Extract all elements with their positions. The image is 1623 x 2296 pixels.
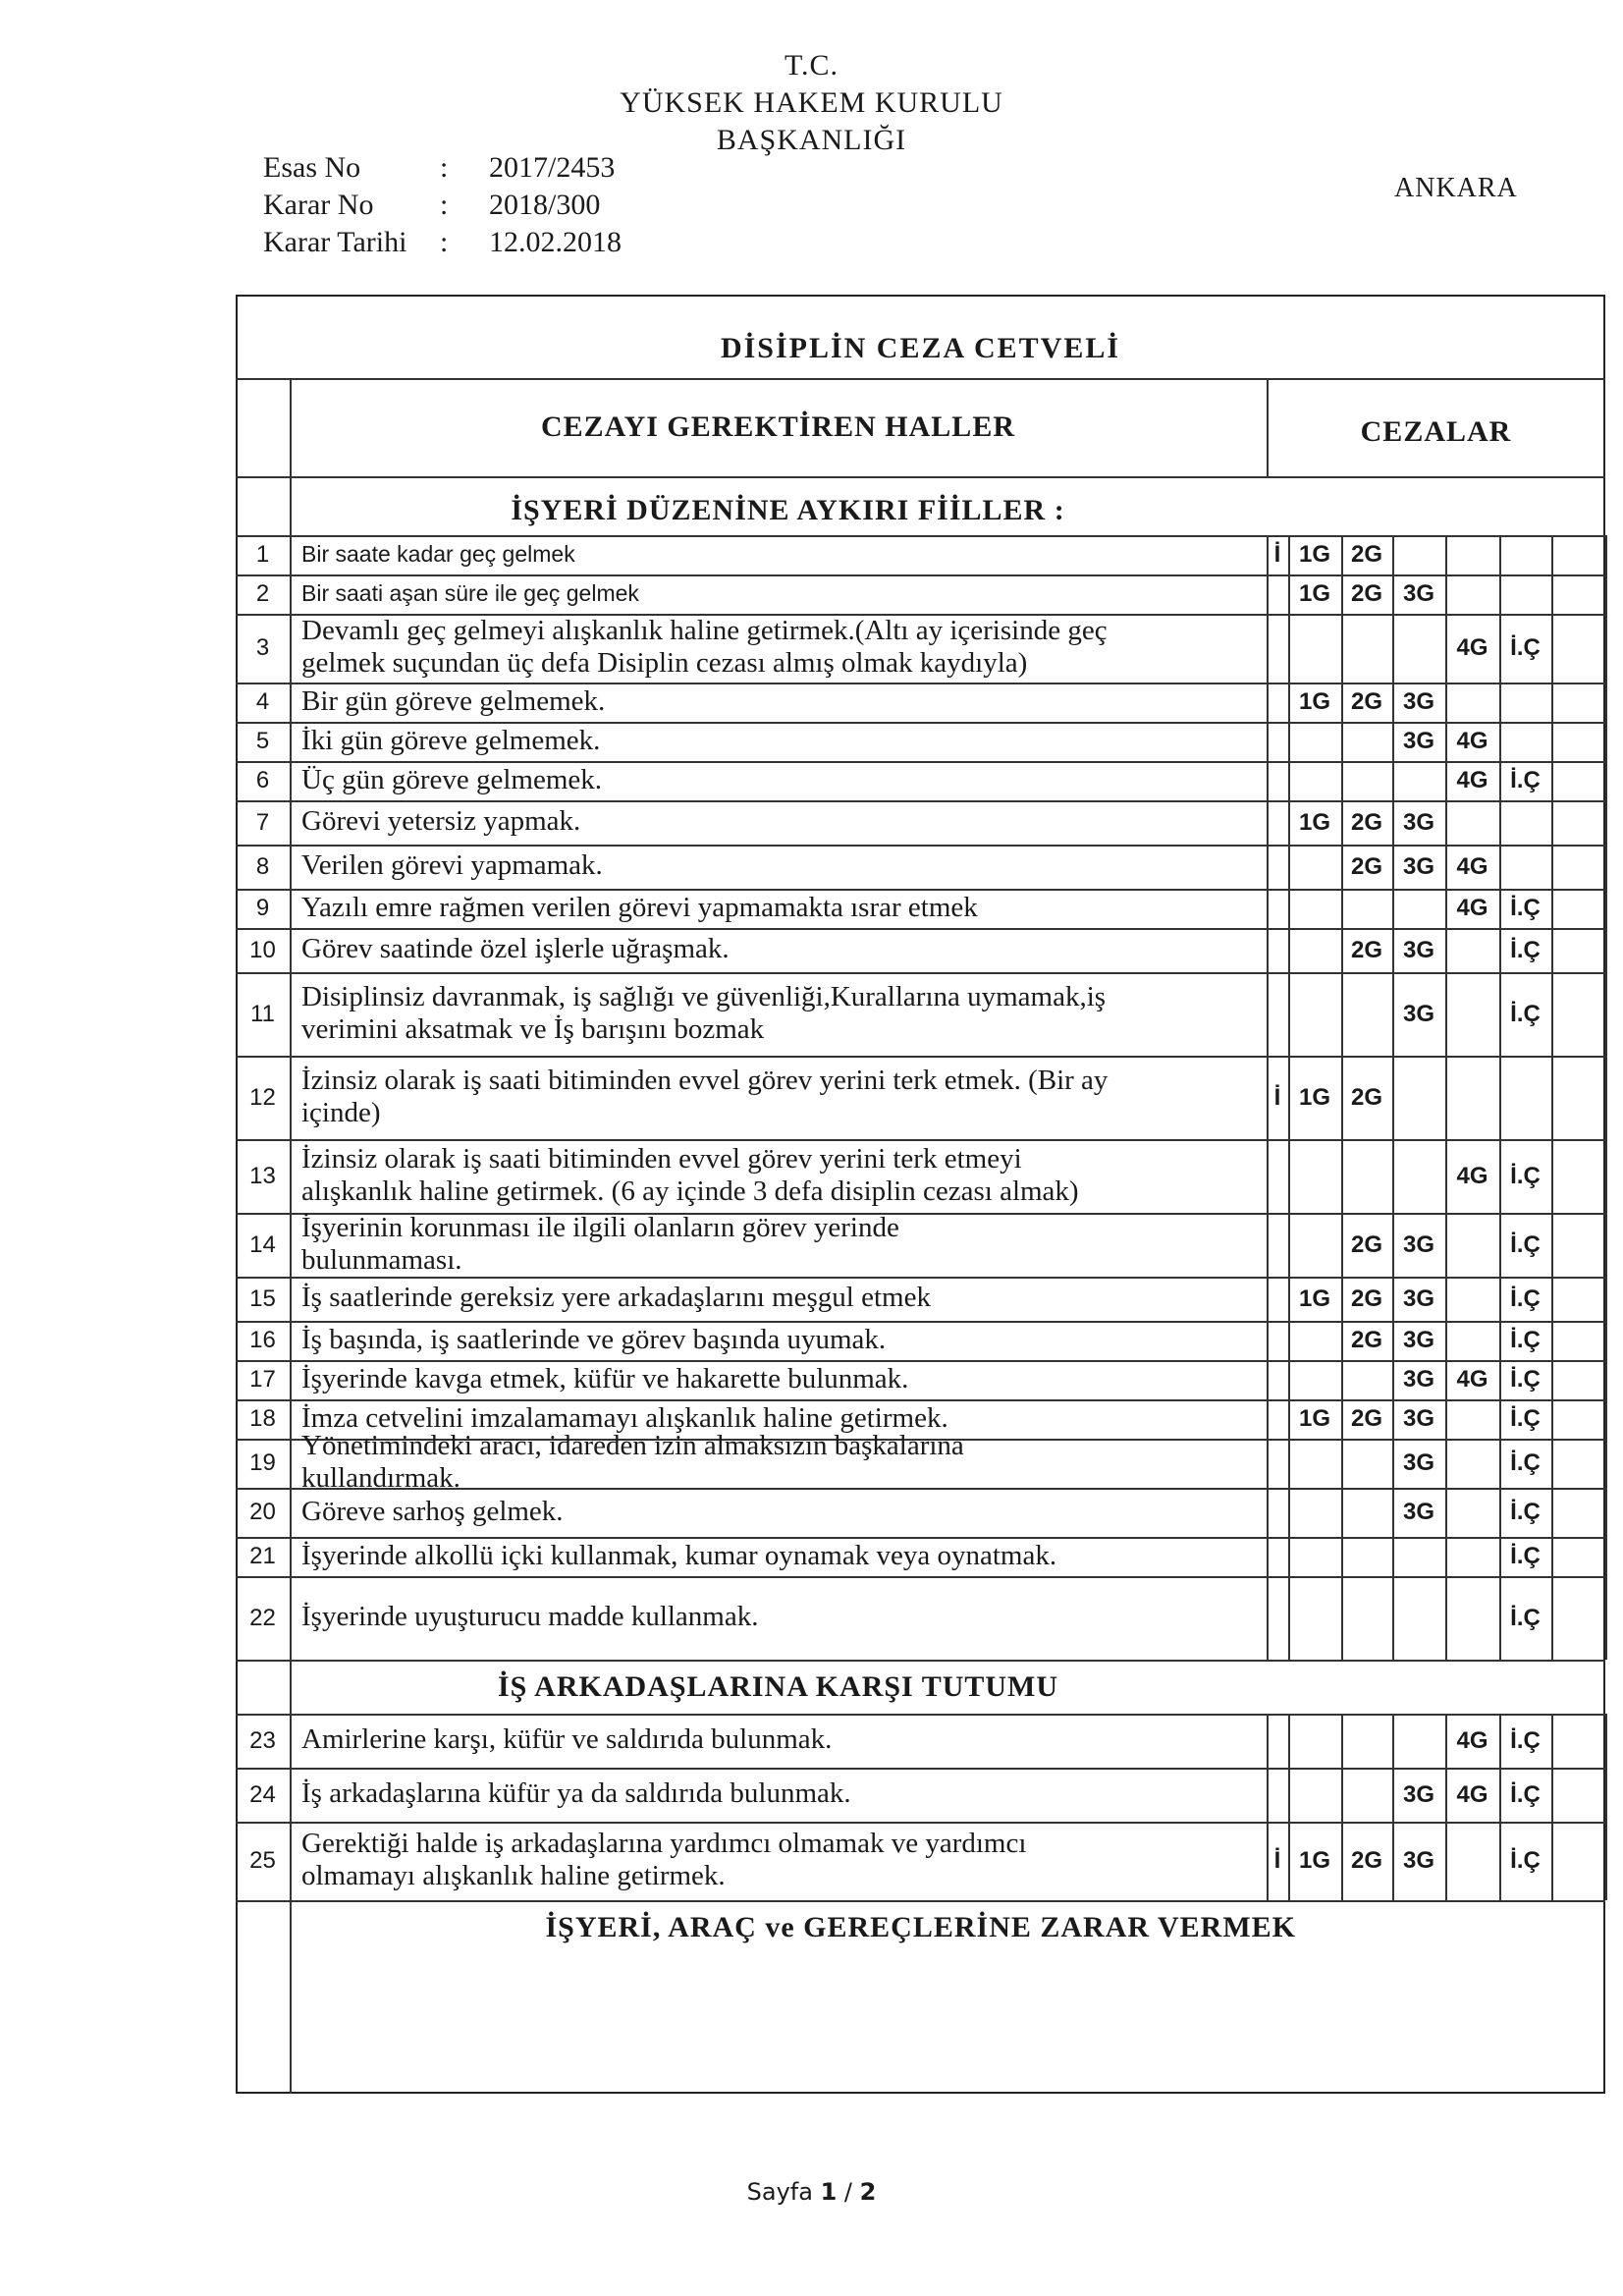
penalty-cell: 2G	[1350, 1847, 1382, 1874]
table-rule	[1551, 1768, 1553, 1822]
penalty-cell: İ.Ç	[1510, 1001, 1541, 1027]
table-rule	[1605, 722, 1607, 761]
table-rule	[1551, 1056, 1553, 1139]
page-total: 2	[859, 2178, 877, 2206]
row-number: 21	[249, 1543, 276, 1569]
row-number: 9	[255, 895, 270, 921]
table-rule	[1288, 1768, 1290, 1822]
row-description-line: Bir saate kadar geç gelmek	[301, 540, 575, 567]
table-rule	[1288, 1488, 1290, 1537]
penalty-cell: İ.Ç	[1510, 1543, 1541, 1569]
penalty-cell: 3G	[1402, 580, 1434, 607]
row-description-line: Amirlerine karşı, küfür ve saldırıda bulunmak.	[301, 1723, 833, 1755]
penalty-cell: 3G	[1402, 1847, 1434, 1874]
penalty-cell: 4G	[1456, 728, 1488, 754]
table-rule	[1445, 1537, 1447, 1576]
table-rule	[1605, 683, 1607, 722]
table-rule	[1605, 889, 1607, 928]
meta-karar-tarihi: Karar Tarihi : 12.02.2018	[263, 226, 622, 258]
table-rule	[236, 1576, 1605, 1578]
table-rule	[1605, 761, 1607, 800]
page-label: Sayfa	[746, 2178, 813, 2206]
penalty-cell: 1G	[1298, 580, 1330, 607]
table-rule	[1445, 800, 1447, 845]
row-number: 1	[255, 541, 270, 568]
row-number: 13	[249, 1163, 276, 1189]
penalty-cell: İ.Ç	[1510, 1605, 1541, 1631]
row-number: 15	[249, 1285, 276, 1312]
row-number: 22	[249, 1605, 276, 1631]
penalty-cell: İ.Ç	[1510, 1327, 1541, 1353]
penalty-cell: 2G	[1350, 937, 1382, 963]
penalty-cell: 2G	[1350, 541, 1382, 568]
table-rule	[1551, 1139, 1553, 1213]
row-description-line: Gerektiği halde iş arkadaşlarına yardımcı olmamak ve yardımcı	[301, 1828, 1027, 1859]
table-rule	[1551, 614, 1553, 683]
table-rule	[1392, 1139, 1394, 1213]
table-rule	[1605, 1822, 1607, 1900]
table-rule	[236, 1660, 1605, 1662]
table-rule	[1551, 800, 1553, 845]
table-rule	[1551, 1439, 1553, 1488]
table-rule	[1605, 845, 1607, 889]
table-rule	[1267, 1576, 1269, 1660]
table-rule	[1551, 683, 1553, 722]
table-rule	[236, 1056, 1605, 1058]
row-description-line: verimini aksatmak ve İş barışını bozmak	[301, 1012, 765, 1045]
table-rule	[1551, 761, 1553, 800]
row-description-line: Görevi yetersiz yapmak.	[301, 805, 581, 837]
table-rule	[236, 476, 1605, 478]
table-rule	[1267, 1537, 1269, 1576]
penalty-cell: 3G	[1402, 1449, 1434, 1476]
table-rule	[1605, 1439, 1607, 1488]
row-description-line: İşyerinde alkollü içki kullanmak, kumar oynamak veya oynatmak.	[301, 1539, 1057, 1571]
table-rule	[236, 1139, 1605, 1141]
row-description-line: olmamayı alışkanlık haline getirmek.	[301, 1860, 726, 1891]
table-rule	[1392, 1537, 1394, 1576]
table-rule	[1499, 722, 1501, 761]
table-rule	[1551, 1277, 1553, 1321]
table-rule	[1445, 574, 1447, 614]
penalty-cell: İ	[1273, 541, 1281, 568]
row-number: 19	[249, 1449, 276, 1476]
table-rule	[1267, 889, 1269, 928]
table-rule	[1267, 1139, 1269, 1213]
penalty-cell: 3G	[1402, 937, 1434, 963]
column-header-cases: CEZAYI GEREKTİREN HALLER	[540, 410, 1015, 443]
table-rule	[1267, 1399, 1269, 1439]
penalty-cell: 3G	[1402, 1499, 1434, 1525]
table-rule	[1499, 1056, 1501, 1139]
table-rule	[1605, 1768, 1607, 1822]
table-rule	[1605, 614, 1607, 683]
table-rule	[1288, 1714, 1290, 1768]
row-description-line: alışkanlık haline getirmek. (6 ay içinde 3 defa disiplin cezası almak)	[301, 1175, 1079, 1207]
penalty-cell: 1G	[1298, 1847, 1330, 1874]
penalty-cell: İ.Ç	[1510, 1781, 1541, 1808]
penalty-cell: İ.Ç	[1510, 895, 1541, 921]
page-number: 1	[820, 2178, 838, 2206]
table-rule	[1605, 1399, 1607, 1439]
table-rule	[1445, 972, 1447, 1056]
table-rule	[1341, 1576, 1343, 1660]
section-header-colleagues: İŞ ARKADAŞLARINA KARŞI TUTUMU	[497, 1670, 1059, 1703]
penalty-cell: İ.Ç	[1510, 767, 1541, 793]
table-rule	[1551, 928, 1553, 972]
table-rule	[1341, 1537, 1343, 1576]
table-rule	[1445, 1056, 1447, 1139]
table-rule	[1267, 1768, 1269, 1822]
table-rule	[1267, 800, 1269, 845]
table-rule	[1341, 614, 1343, 683]
table-rule	[1341, 889, 1343, 928]
table-rule	[1267, 761, 1269, 800]
table-rule	[1445, 1822, 1447, 1900]
penalty-cell: İ.Ç	[1510, 1163, 1541, 1189]
header-office: BAŞKANLIĞI	[716, 124, 907, 156]
row-number: 5	[255, 728, 270, 754]
table-rule	[236, 378, 1605, 380]
penalty-cell: 4G	[1456, 1727, 1488, 1754]
penalty-cell: 3G	[1402, 728, 1434, 754]
table-rule	[1605, 1488, 1607, 1537]
section-header-workplace-order: İŞYERİ DÜZENİNE AYKIRI FİİLLER :	[511, 494, 1065, 526]
penalty-cell: İ.Ç	[1510, 1405, 1541, 1432]
table-rule	[1288, 889, 1290, 928]
row-number: 3	[255, 634, 270, 661]
row-description-line: Görev saatinde özel işlerle uğraşmak.	[301, 933, 730, 964]
table-rule	[1605, 1277, 1607, 1321]
row-description-line: İş saatlerinde gereksiz yere arkadaşlarını meşgul etmek	[301, 1282, 931, 1313]
penalty-cell: İ.Ç	[1510, 1285, 1541, 1312]
table-rule	[1605, 1537, 1607, 1576]
row-description-line: İki gün göreve gelmemek.	[301, 724, 601, 756]
table-rule	[1445, 1576, 1447, 1660]
row-description-line: Göreve sarhoş gelmek.	[301, 1495, 564, 1527]
row-number: 4	[255, 688, 270, 715]
table-rule	[1445, 1277, 1447, 1321]
table-rule	[1267, 683, 1269, 722]
table-rule	[1392, 889, 1394, 928]
row-description-line: İşyerinde uyuşturucu madde kullanmak.	[301, 1601, 759, 1632]
row-number: 23	[249, 1727, 276, 1754]
header-city: ANKARA	[1394, 173, 1518, 203]
row-description-line: içinde)	[301, 1096, 381, 1128]
table-rule	[1605, 1056, 1607, 1139]
table-rule	[1445, 683, 1447, 722]
meta-esas-no: Esas No : 2017/2453	[263, 151, 616, 184]
penalty-cell: İ.Ç	[1510, 1847, 1541, 1874]
penalty-cell: 2G	[1350, 853, 1382, 880]
table-rule	[290, 378, 292, 2094]
penalty-cell: 2G	[1350, 1084, 1382, 1111]
penalty-cell: 3G	[1402, 809, 1434, 836]
table-rule	[1551, 574, 1553, 614]
table-rule	[1288, 1576, 1290, 1660]
table-rule	[1288, 1321, 1290, 1360]
penalty-cell: İ.Ç	[1510, 937, 1541, 963]
penalty-cell: İ.Ç	[1510, 1499, 1541, 1525]
table-rule	[1288, 1439, 1290, 1488]
table-rule	[1551, 1213, 1553, 1277]
penalty-cell: 3G	[1402, 1405, 1434, 1432]
table-rule	[1341, 761, 1343, 800]
table-rule	[1445, 1488, 1447, 1537]
row-description-line: İşyerinin korunması ile ilgili olanların görev yerinde	[301, 1211, 899, 1243]
row-description-line: gelmek suçundan üç defa Disiplin cezası almış olmak kaydıyla)	[301, 647, 1028, 679]
table-rule	[1605, 574, 1607, 614]
penalty-cell: 2G	[1350, 1231, 1382, 1258]
row-number: 7	[255, 809, 270, 836]
table-rule	[1341, 1139, 1343, 1213]
row-description-line: İzinsiz olarak iş saati bitiminden evvel görev yerini terk etmek. (Bir ay	[301, 1064, 1109, 1096]
table-rule	[1605, 1714, 1607, 1768]
table-rule	[1288, 1537, 1290, 1576]
penalty-cell: 4G	[1456, 853, 1488, 880]
table-rule	[1551, 845, 1553, 889]
table-rule	[1267, 722, 1269, 761]
table-rule	[1605, 800, 1607, 845]
table-rule	[1288, 1360, 1290, 1399]
row-number: 18	[249, 1405, 276, 1432]
table-rule	[1288, 722, 1290, 761]
row-description-line: Bir saati aşan süre ile geç gelmek	[301, 579, 639, 606]
table-rule	[1288, 614, 1290, 683]
table-rule	[1445, 928, 1447, 972]
table-rule	[1605, 1213, 1607, 1277]
row-number: 20	[249, 1499, 276, 1525]
meta-karar-no: Karar No : 2018/300	[263, 189, 601, 221]
table-rule	[1288, 1213, 1290, 1277]
penalty-cell: İ	[1273, 1084, 1281, 1111]
table-rule	[1605, 1360, 1607, 1399]
row-description-line: Disiplinsiz davranmak, iş sağlığı ve güvenliği,Kurallarına uymamak,iş	[301, 980, 1107, 1012]
row-number: 11	[250, 1001, 275, 1027]
penalty-cell: 4G	[1456, 767, 1488, 793]
table-rule	[1288, 845, 1290, 889]
table-rule	[1605, 1139, 1607, 1213]
penalty-cell: 1G	[1298, 809, 1330, 836]
penalty-cell: 2G	[1350, 1285, 1382, 1312]
row-number: 8	[255, 853, 270, 880]
row-description-line: İş başında, iş saatlerinde ve görev başında uyumak.	[301, 1323, 887, 1355]
table-rule	[1392, 1056, 1394, 1139]
table-rule	[1267, 972, 1269, 1056]
table-rule	[1551, 972, 1553, 1056]
table-rule	[1341, 1439, 1343, 1488]
table-title: DİSİPLİN CEZA CETVELİ	[720, 332, 1121, 364]
table-rule	[1341, 722, 1343, 761]
table-rule	[1445, 1439, 1447, 1488]
penalty-cell: 1G	[1298, 688, 1330, 715]
header-institution: YÜKSEK HAKEM KURULU	[620, 86, 1003, 119]
penalty-cell: 3G	[1402, 1327, 1434, 1353]
table-rule	[1288, 972, 1290, 1056]
penalty-cell: 3G	[1402, 1001, 1434, 1027]
penalty-cell: İ.Ç	[1510, 1366, 1541, 1393]
header-country: T.C.	[784, 49, 839, 82]
row-description-line: İşyerinde kavga etmek, küfür ve hakarette bulunmak.	[301, 1362, 909, 1394]
table-rule	[1267, 845, 1269, 889]
page-separator: /	[837, 2178, 860, 2206]
row-description-line: Yazılı emre rağmen verilen görevi yapmamakta ısrar etmek	[301, 891, 978, 923]
table-rule	[1267, 1714, 1269, 1768]
penalty-cell: 2G	[1350, 1327, 1382, 1353]
table-rule	[1267, 574, 1269, 614]
table-rule	[1267, 1321, 1269, 1360]
table-rule	[1551, 1714, 1553, 1768]
table-rule	[1551, 1822, 1553, 1900]
table-rule	[1288, 928, 1290, 972]
table-rule	[1341, 1360, 1343, 1399]
table-rule	[236, 1900, 1605, 1902]
penalty-cell: 4G	[1456, 1781, 1488, 1808]
penalty-cell: 4G	[1456, 895, 1488, 921]
table-rule	[1267, 614, 1269, 683]
table-rule	[1341, 1488, 1343, 1537]
penalty-cell: 3G	[1402, 1231, 1434, 1258]
table-rule	[1499, 535, 1501, 574]
penalty-cell: İ.Ç	[1510, 1231, 1541, 1258]
table-rule	[1341, 972, 1343, 1056]
column-header-penalties: CEZALAR	[1360, 415, 1512, 448]
row-description-line: bulunmaması.	[301, 1243, 462, 1276]
section-header-equipment-damage: İŞYERİ, ARAÇ ve GEREÇLERİNE ZARAR VERMEK	[545, 1911, 1296, 1943]
table-rule	[1551, 1576, 1553, 1660]
row-description-line: kullandırmak.	[301, 1462, 460, 1494]
table-rule	[1499, 683, 1501, 722]
penalty-cell: 1G	[1298, 1285, 1330, 1312]
penalty-cell: 2G	[1350, 1405, 1382, 1432]
table-rule	[1499, 800, 1501, 845]
table-rule	[1605, 1576, 1607, 1660]
penalty-cell: 4G	[1456, 1366, 1488, 1393]
penalty-cell: 3G	[1402, 1781, 1434, 1808]
table-rule	[1445, 1399, 1447, 1439]
table-rule	[1267, 1439, 1269, 1488]
table-rule	[1288, 1139, 1290, 1213]
table-rule	[1551, 1360, 1553, 1399]
penalty-cell: 4G	[1456, 1163, 1488, 1189]
table-rule	[1267, 1360, 1269, 1399]
table-rule	[1445, 535, 1447, 574]
table-rule	[1267, 1277, 1269, 1321]
table-rule	[1288, 761, 1290, 800]
penalty-cell: 3G	[1402, 688, 1434, 715]
table-rule	[1341, 1714, 1343, 1768]
table-rule	[1605, 972, 1607, 1056]
row-number: 14	[249, 1231, 276, 1258]
row-description-line: Devamlı geç gelmeyi alışkanlık haline getirmek.(Altı ay içerisinde geç	[301, 615, 1108, 646]
table-rule	[1499, 845, 1501, 889]
penalty-cell: 2G	[1350, 809, 1382, 836]
table-rule	[1392, 614, 1394, 683]
row-description-line: Üç gün göreve gelmemek.	[301, 763, 603, 795]
row-number: 10	[249, 937, 276, 963]
penalty-cell: 3G	[1402, 853, 1434, 880]
penalty-cell: 2G	[1350, 580, 1382, 607]
penalty-cell: 3G	[1402, 1285, 1434, 1312]
table-rule	[1267, 1213, 1269, 1277]
row-number: 6	[255, 767, 270, 793]
penalty-cell: İ.Ç	[1510, 634, 1541, 661]
row-number: 17	[249, 1366, 276, 1393]
table-rule	[1605, 1321, 1607, 1360]
row-number: 24	[249, 1781, 276, 1808]
table-rule	[1341, 1768, 1343, 1822]
row-number: 16	[249, 1327, 276, 1353]
table-rule	[1551, 1399, 1553, 1439]
table-rule	[1551, 1321, 1553, 1360]
table-rule	[1392, 535, 1394, 574]
row-description-line: İmza cetvelini imzalamamayı alışkanlık haline getirmek.	[301, 1401, 948, 1434]
penalty-cell: İ.Ç	[1510, 1727, 1541, 1754]
table-rule	[236, 1714, 1605, 1716]
table-rule	[1445, 1213, 1447, 1277]
penalty-cell: İ	[1273, 1847, 1281, 1874]
penalty-cell: 4G	[1456, 634, 1488, 661]
row-description-line: Yönetimindeki aracı, idareden izin almaksızın başkalarına	[301, 1430, 964, 1461]
table-rule	[1551, 1488, 1553, 1537]
table-rule	[1605, 535, 1607, 574]
table-rule	[1605, 928, 1607, 972]
penalty-cell: 1G	[1298, 1084, 1330, 1111]
row-description-line: İş arkadaşlarına küfür ya da saldırıda bulunmak.	[301, 1777, 851, 1809]
table-rule	[1392, 1714, 1394, 1768]
table-rule	[1551, 1537, 1553, 1576]
table-rule	[1267, 928, 1269, 972]
penalty-cell: İ.Ç	[1510, 1449, 1541, 1476]
row-number: 25	[249, 1847, 276, 1874]
table-rule	[1551, 535, 1553, 574]
table-rule	[1392, 1576, 1394, 1660]
table-rule	[1445, 1321, 1447, 1360]
page-footer	[0, 2178, 1623, 2206]
penalty-cell: 1G	[1298, 1405, 1330, 1432]
table-rule	[1392, 761, 1394, 800]
table-rule	[1551, 889, 1553, 928]
table-rule	[1499, 574, 1501, 614]
row-description-line: İzinsiz olarak iş saati bitiminden evvel görev yerini terk etmeyi	[301, 1142, 1022, 1175]
row-description-line: Verilen görevi yapmamak.	[301, 849, 603, 881]
row-description-line: Bir gün göreve gelmemek.	[301, 684, 606, 717]
penalty-cell: 3G	[1402, 1366, 1434, 1393]
penalty-cell: 2G	[1350, 688, 1382, 715]
table-rule	[1267, 1488, 1269, 1537]
row-number: 2	[255, 580, 270, 607]
table-rule	[1551, 722, 1553, 761]
row-number: 12	[249, 1084, 276, 1111]
penalty-cell: 1G	[1298, 541, 1330, 568]
